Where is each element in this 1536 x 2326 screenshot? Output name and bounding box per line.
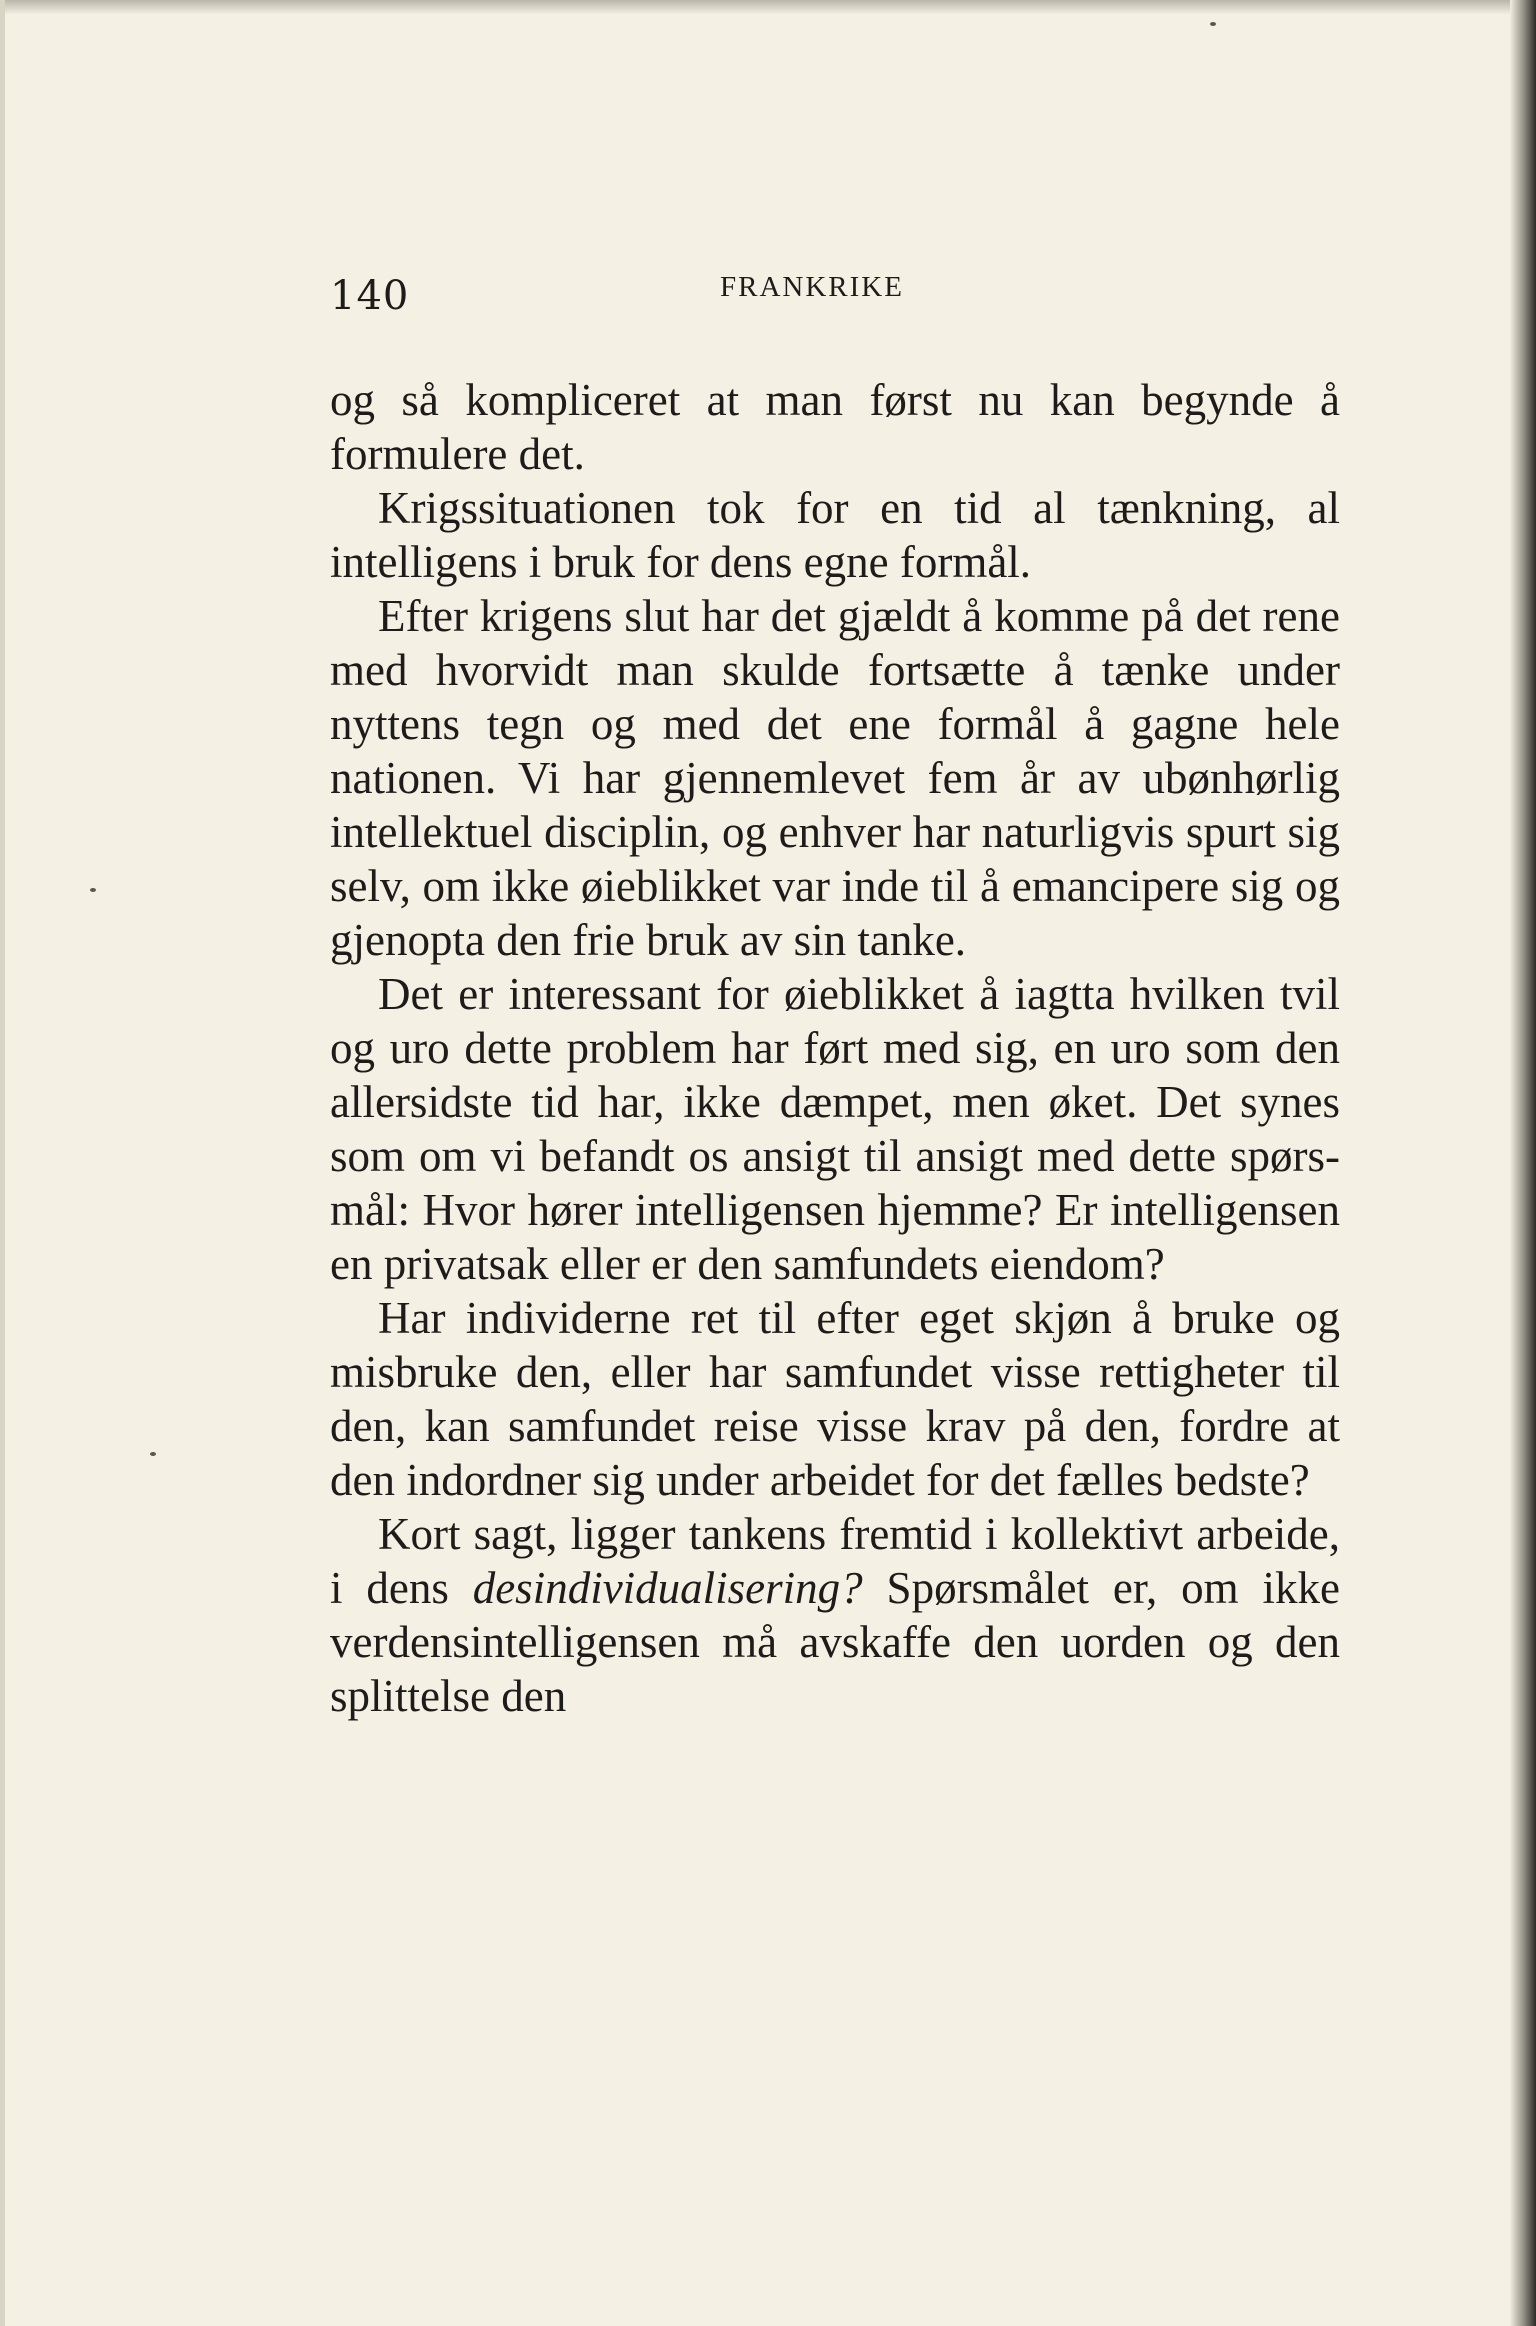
running-head bbox=[330, 255, 1340, 319]
paragraph: Det er interessant for øieblikket å iagtta hvilken tvil og uro dette problem har ført med sig, en uro som den allersidste tid har, ikke dæmpet, men øket. Det synes som om vi befandt os ansigt til ansigt med dette spørsmål: Hvor hører intelligensen hjemme? Er intelligensen en privatsak eller er den samfundets eiendom? bbox=[330, 969, 1340, 1289]
italic-term: desindividualisering? bbox=[472, 1563, 863, 1613]
paragraph-text: Spørsmålet er, om ikke verdensintelligensen må avskaffe den uorden og den splittelse den bbox=[330, 1563, 1340, 1721]
page-number: 140 bbox=[330, 273, 410, 319]
scan-left-edge bbox=[0, 0, 5, 2326]
body-text bbox=[330, 373, 1340, 1723]
paper-speck bbox=[1210, 22, 1216, 26]
scan-top-edge bbox=[0, 0, 1536, 14]
paragraph: Krigssituationen tok for en tid al tænkning, al intelligens i bruk for dens egne formål. bbox=[330, 483, 1340, 587]
paragraph bbox=[330, 1507, 1340, 1723]
paragraph: Har individerne ret til efter eget skjøn å bruke og misbruke den, eller har samfundet visse rettigheter til den, kan samfundet reise visse krav på den, fordre at den indordner sig under arbeidet for det fælles bedste? bbox=[330, 1293, 1340, 1505]
book-page bbox=[330, 255, 1340, 1723]
paragraph: Efter krigens slut har det gjældt å komme på det rene med hvorvidt man skulde fortsætte å tænke under nyttens tegn og med det ene formål å gagne hele nationen. Vi har gjennemlevet fem år av ubønhørlig intellektuel disciplin, og enhver har naturligvis spurt sig selv, om ikke øieblikket var inde til å emancipere sig og gjenopta den frie bruk av sin tanke. bbox=[330, 591, 1340, 965]
scan-right-edge bbox=[1510, 0, 1536, 2326]
paragraph: og så kompliceret at man først nu kan begynde å formulere det. bbox=[330, 375, 1340, 479]
paper-speck bbox=[90, 888, 96, 892]
paper-speck bbox=[150, 1452, 156, 1456]
paragraph-text: Kort sagt, ligger tankens fremtid i kollektivt arbeide, i dens bbox=[330, 1509, 1340, 1613]
running-title: FRANKRIKE bbox=[720, 271, 904, 303]
